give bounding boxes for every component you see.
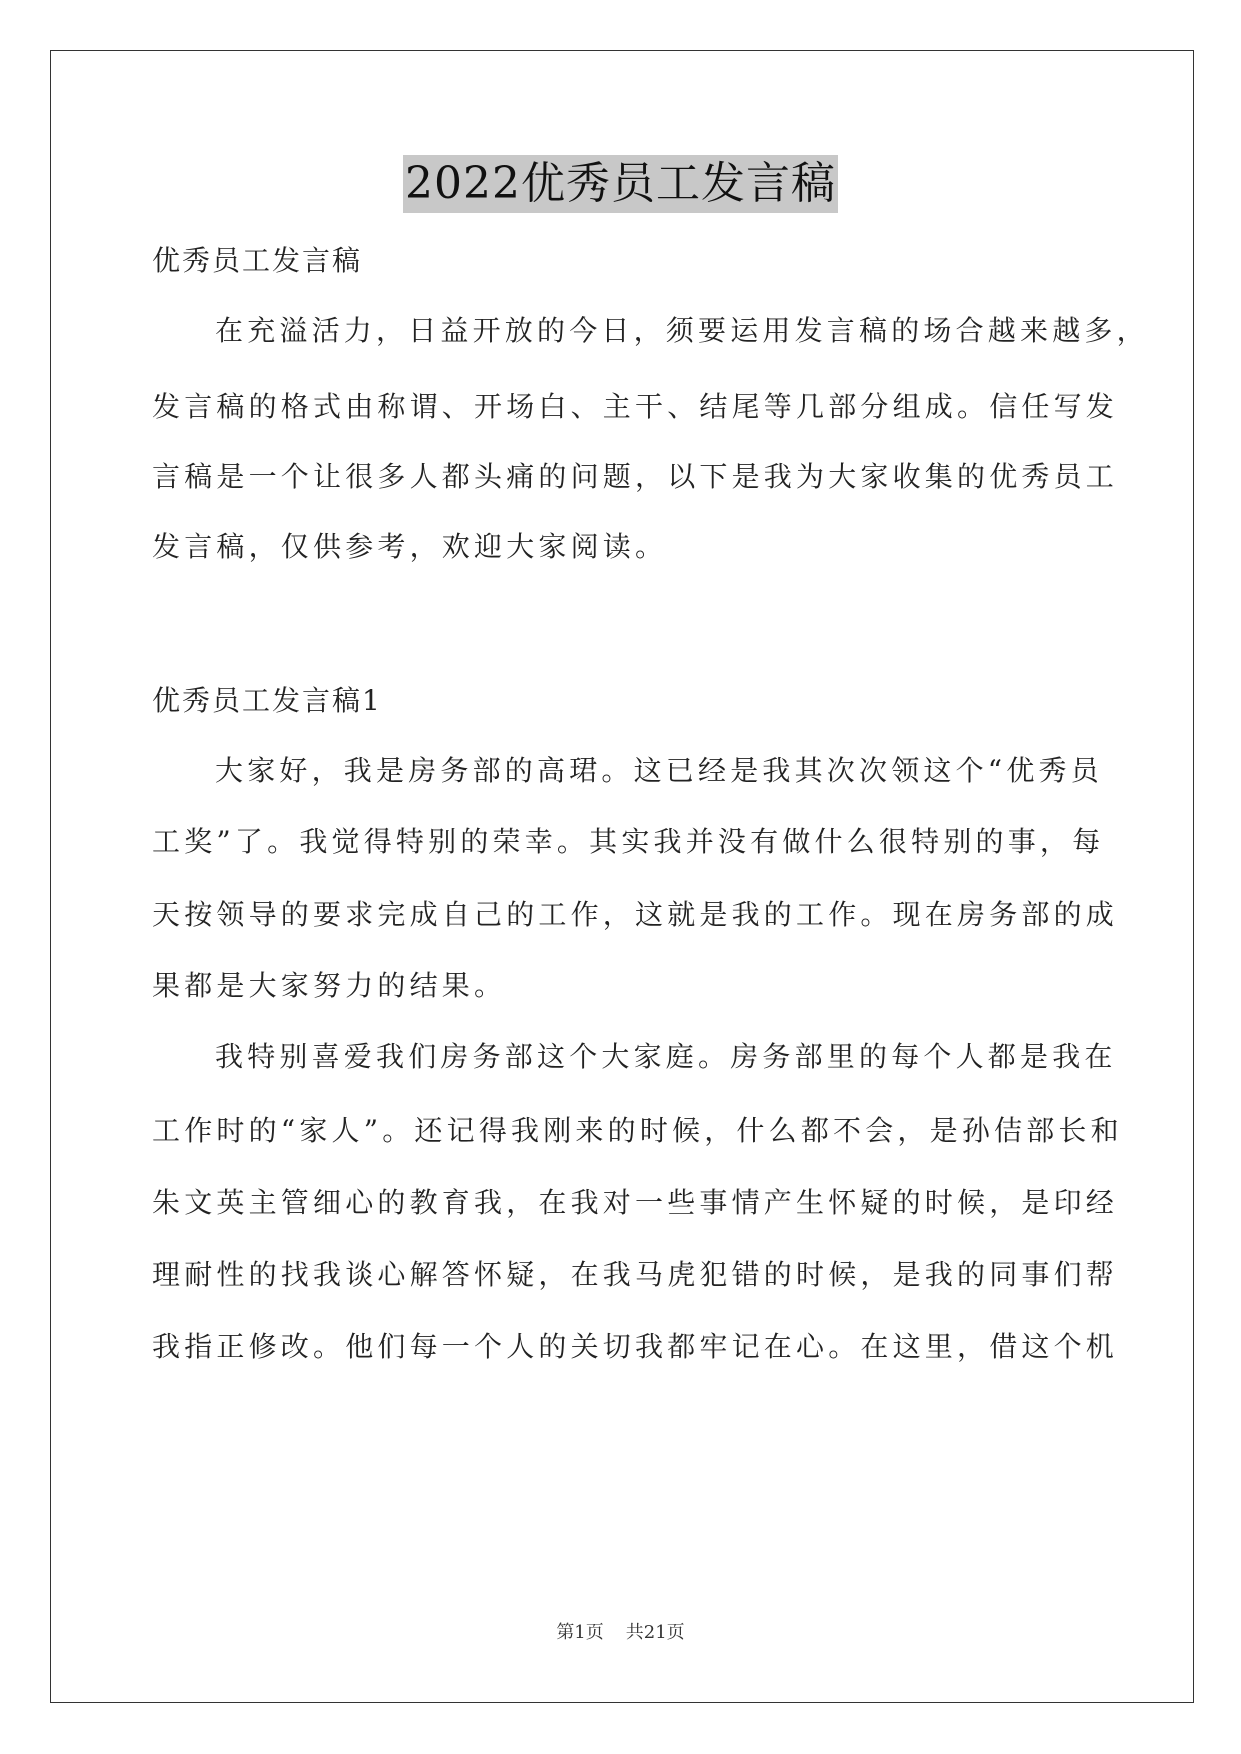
paragraph-line: 理耐性的找我谈心解答怀疑，在我马虎犯错的时候，是我的同事们帮 xyxy=(152,1258,1119,1291)
paragraph-line: 天按领导的要求完成自己的工作，这就是我的工作。现在房务部的成 xyxy=(152,898,1119,931)
page-total: 共21页 xyxy=(625,1622,685,1643)
paragraph-line: 工作时的“家人”。还记得我刚来的时候，什么都不会，是孙佶部长和 xyxy=(152,1114,1123,1147)
subheading: 优秀员工发言稿 xyxy=(152,244,363,277)
page-border xyxy=(50,50,1194,1703)
title-wrap xyxy=(0,155,1241,213)
document-title: 2022优秀员工发言稿 xyxy=(403,155,838,213)
paragraph-line: 我指正修改。他们每一个人的关切我都牢记在心。在这里，借这个机 xyxy=(152,1330,1119,1363)
paragraph-line: 工奖”了。我觉得特别的荣幸。其实我并没有做什么很特别的事，每 xyxy=(152,825,1105,858)
paragraph-line: 在充溢活力，日益开放的今日，须要运用发言稿的场合越来越多， xyxy=(215,314,1149,347)
page-footer xyxy=(0,1621,1241,1645)
paragraph-line: 我特别喜爱我们房务部这个大家庭。房务部里的每个人都是我在 xyxy=(215,1040,1117,1073)
paragraph-line: 朱文英主管细心的教育我，在我对一些事情产生怀疑的时候，是印经 xyxy=(152,1186,1119,1219)
paragraph-line: 大家好，我是房务部的高珺。这已经是我其次次领这个“优秀员 xyxy=(215,754,1103,787)
page-number: 第1页 xyxy=(556,1622,604,1643)
subheading: 优秀员工发言稿1 xyxy=(152,684,382,717)
paragraph-line: 果都是大家努力的结果。 xyxy=(152,969,507,1002)
paragraph-line: 发言稿，仅供参考，欢迎大家阅读。 xyxy=(152,530,668,563)
paragraph-line: 发言稿的格式由称谓、开场白、主干、结尾等几部分组成。信任写发 xyxy=(152,390,1119,423)
paragraph-line: 言稿是一个让很多人都头痛的问题，以下是我为大家收集的优秀员工 xyxy=(152,460,1119,493)
